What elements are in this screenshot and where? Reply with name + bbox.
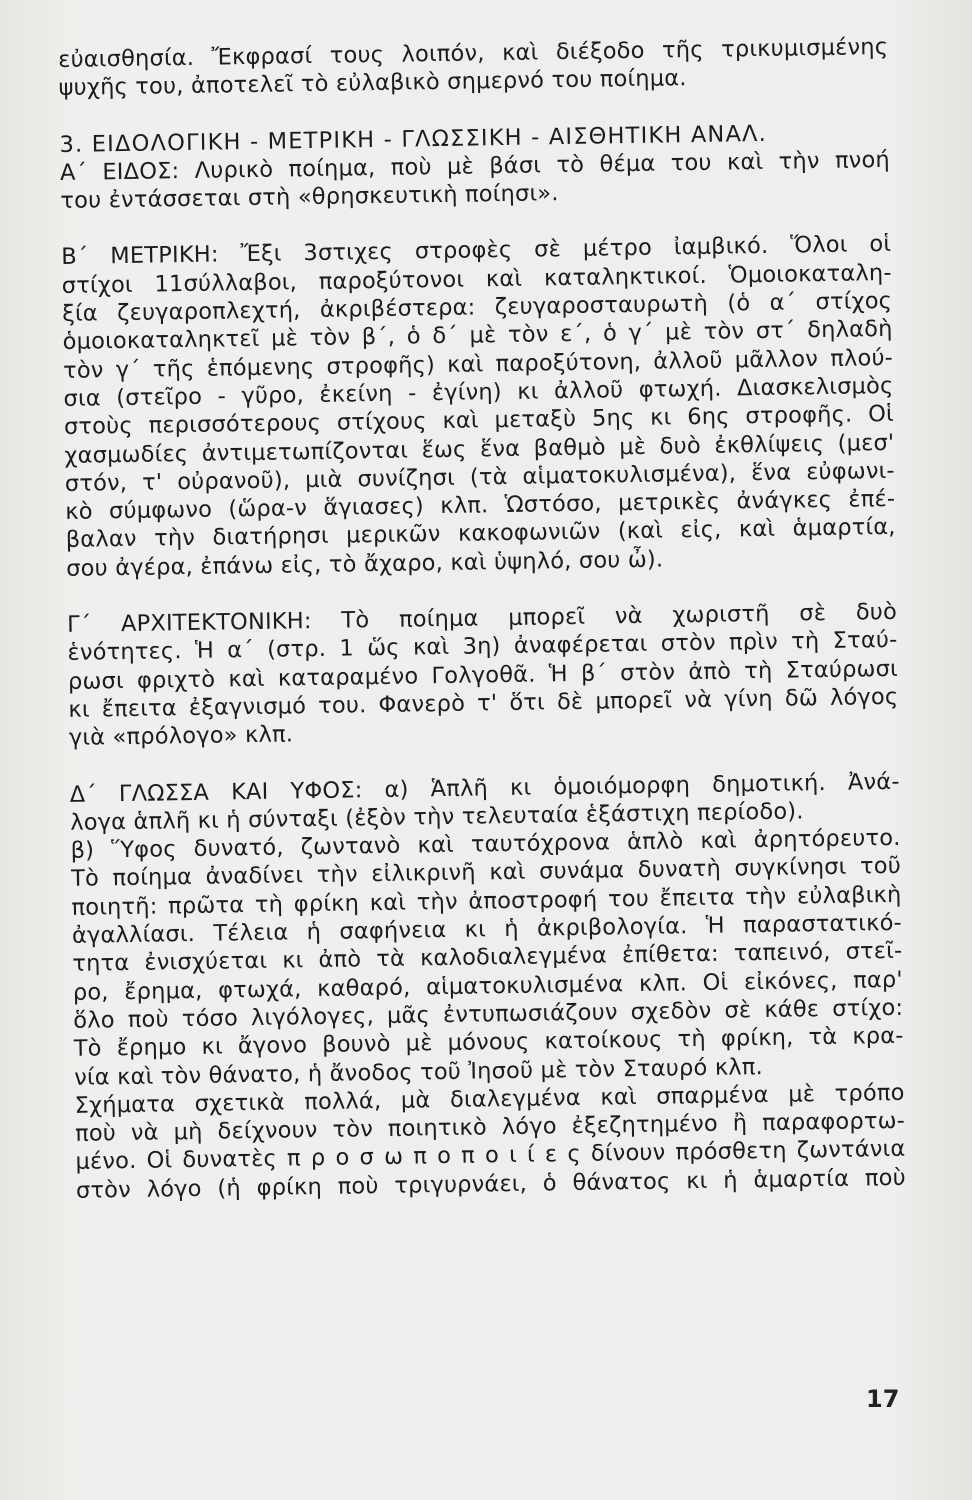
text-line-41: στὸν λόγο (ἡ φρίκη ποὺ τριγυρνάει, ὁ θάνατος κι ἡ ἁμαρτία ποὺ bbox=[75, 1164, 907, 1204]
text-line-9: στίχοι 11σύλλαβοι, παροξύτονοι καὶ καταληκτικοί. Ὁμοιοκαταλη- bbox=[61, 259, 892, 299]
text-line-12: τὸν γ΄ τῆς ἑπόμενης στροφῆς) καὶ παροξύτονη, ἀλλοῦ μᾶλλον πλού- bbox=[62, 344, 894, 384]
text-line-30: Τὸ ποίημα ἀναδίνει τὴν εἰλικρινῆ καὶ συνάμα δυνατὴ συγκίνησι τοῦ bbox=[70, 853, 902, 893]
text-line-22: ἑνότητες. Ἡ α΄ (στρ. 1 ὥς καὶ 3η) ἀναφέρεται στὸν πρὶν τὴ Σταύ- bbox=[67, 627, 898, 667]
text-line-29: β) Ὕφος δυνατό, ζωντανὸ καὶ ταυτόχρονα ἁπλὸ καὶ ἀρητόρευτο. bbox=[70, 824, 901, 865]
text-line-8: Β΄ ΜΕΤΡΙΚΗ: Ἔξι 3στιχες στροφὲς σὲ μέτρο ἰαμβικό. Ὅλοι οἱ bbox=[61, 231, 892, 271]
text-line-38: Σχήματα σχετικὰ πολλά, μὰ διαλεγμένα καὶ σπαρμένα μὲ τρόπο bbox=[74, 1079, 905, 1119]
text-line-17: κὸ σύμφωνο (ὥρα-ν ἅγιασες) κλπ. Ὡστόσο, μετρικὲς ἀνάγκες ἐπέ- bbox=[65, 486, 896, 526]
text-line-19: σου ἀγέρα, ἐπάνω εἰς, τὸ ἄχαρο, καὶ ὑψηλό, σου ὦ). bbox=[66, 546, 664, 582]
text-line-24: κι ἔπειτα ἐξαγνισμό του. Φανερὸ τ' ὅτι δὲ μπορεῖ νὰ γίνη δῶ λόγος bbox=[68, 683, 899, 723]
text-line-23: ρωσι φριχτὸ καὶ καταραμένο Γολγοθᾶ. Ἡ β΄ στὸν ἀπὸ τὴ Σταύρωσι bbox=[67, 655, 899, 695]
text-line-39: ποὺ νὰ μὴ δείχνουν τὸν ποιητικὸ λόγο ἐξεζητημένο ἢ παραφορτω- bbox=[74, 1107, 906, 1147]
text-line-33: τητα ἐνισχύεται κι ἀπὸ τὰ καλοδιαλεγμένα ἐπίθετα: ταπεινό, στεῖ- bbox=[72, 938, 903, 978]
text-line-2: ψυχῆς του, ἀποτελεῖ τὸ εὐλαβικὸ σημερνό του ποίημα. bbox=[58, 65, 687, 102]
page-number: 17 bbox=[866, 1385, 900, 1413]
text-line-5: Α΄ ΕΙΔΟΣ: Λυρικὸ ποίημα, ποὺ μὲ βάσι τὸ θέμα του καὶ τὴν πνοή bbox=[59, 146, 891, 186]
text-line-35: ὅλο ποὺ τόσο λιγόλογες, μᾶς ἐντυπωσιάζουν σχεδὸν σὲ κάθε στίχο: bbox=[73, 994, 904, 1034]
section-heading: 3. ΕΙΔΟΛΟΓΙΚΗ - ΜΕΤΡΙΚΗ - ΓΛΩΣΣΙΚΗ - ΑΙΣΘΗΤΙΚΗ ΑΝΑΛ. bbox=[59, 120, 768, 158]
text-line-13: σια (στεῖρο - γῦρο, ἐκείνη - ἐγίνη) κι ἀλλοῦ φτωχή. Διασκελισμὸς bbox=[63, 372, 894, 412]
text-line-11: ὁμοιοκαταληκτεῖ μὲ τὸν β΄, ὁ δ΄ μὲ τὸν ε΄, ὁ γ΄ μὲ τὸν στ΄ δηλαδὴ bbox=[62, 316, 893, 356]
text-line-40: μένο. Οἱ δυνατὲς π ρ ο σ ω π ο π ο ι ί ε ς δίνουν πρόσθετη ζωντάνια bbox=[75, 1136, 906, 1176]
text-line-16: στόν, τ' οὐρανοῦ), μιὰ συνίζησι (τὰ αἱματοκυλισμένα), ἕνα εὐφωνι- bbox=[64, 457, 895, 497]
text-line-15: χασμωδίες ἀντιμετωπίζονται ἕως ἕνα βαθμὸ μὲ δυὸ ἐκθλίψεις (μεσ' bbox=[64, 429, 895, 469]
text-line-32: ἀγαλλίασι. Τέλεια ἡ σαφήνεια κι ἡ ἀκριβολογία. Ἡ παραστατικό- bbox=[71, 909, 903, 949]
text-line-6: του ἐντάσσεται στὴ «θρησκευτικὴ ποίησι». bbox=[60, 180, 559, 215]
text-line-37: νία καὶ τὸν θάνατο, ἡ ἄνοδος τοῦ Ἰησοῦ μὲ τὸν Σταυρό κλπ. bbox=[73, 1053, 764, 1091]
body-text bbox=[58, 33, 906, 1205]
text-line-28: λογα ἁπλῆ κι ἡ σύνταξι (ἐξὸν τὴν τελευταία ἑξάστιχη περίοδο). bbox=[69, 798, 804, 836]
text-line-14: στοὺς περισσότερους στίχους καὶ μεταξὺ 5ης κι 6ης στροφῆς. Οἱ bbox=[63, 401, 895, 441]
text-line-25: γιὰ «πρόλογο» κλπ. bbox=[68, 721, 294, 752]
text-line-36: Τὸ ἔρημο κι ἄγονο βουνὸ μὲ μόνους κατοίκους τὴ φρίκη, τὰ κρα- bbox=[73, 1023, 904, 1063]
text-line-27: Δ΄ ΓΛΩΣΣΑ ΚΑΙ ΥΦΟΣ: α) Ἁπλῆ κι ὁμοιόμορφη δημοτική. Ἀνά- bbox=[69, 768, 900, 808]
text-line-21: Γ΄ ΑΡΧΙΤΕΚΤΟΝΙΚΗ: Τὸ ποίημα μπορεῖ νὰ χωριστῆ σὲ δυὸ bbox=[66, 598, 898, 638]
text-line-10: ξία ζευγαροπλεχτή, ἀκριβέστερα: ζευγαροσταυρωτὴ (ὁ α΄ στίχος bbox=[62, 288, 893, 328]
text-line-31: ποιητῆ: πρῶτα τὴ φρίκη καὶ τὴν ἀποστροφή του ἔπειτα τὴν εὐλαβικὴ bbox=[71, 881, 902, 921]
text-line-1: εὐαισθησία. Ἔκφρασί τους λοιπόν, καὶ διέξοδο τῆς τρικυμισμένης bbox=[58, 33, 889, 73]
text-line-18: βαλαν τὴν διατήρησι μερικῶν κακοφωνιῶν (καὶ εἰς, καὶ ἁμαρτία, bbox=[65, 514, 896, 554]
text-line-34: ρο, ἔρημα, φτωχά, καθαρό, αἱματοκυλισμένα κλπ. Οἱ εἰκόνες, παρ' bbox=[72, 966, 903, 1006]
